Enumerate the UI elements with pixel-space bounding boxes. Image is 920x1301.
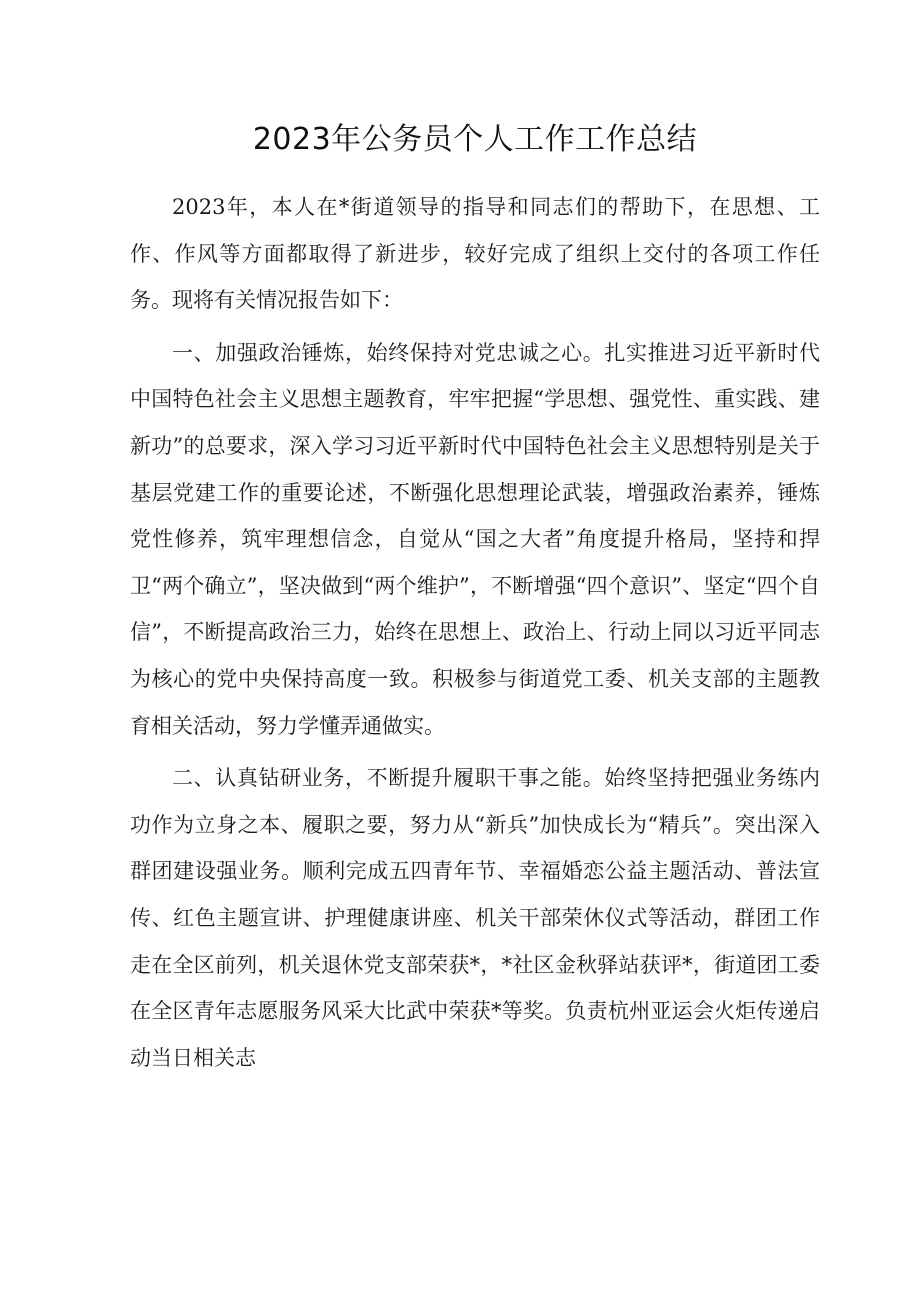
paragraph-section-2: 二、认真钻研业务，不断提升履职干事之能。始终坚持把强业务练内功作为立身之本、履职之要，努力从“新兵”加快成长为“精兵”。突出深入群团建设强业务。顺利完成五四青年节、幸福婚恋公益主题活动、普法宣传、红色主题宣讲、护理健康讲座、机关干部荣休仪式等活动，群团工作走在全区前列，机关退休党支部荣获*，*社区金秋驿站获评*，街道团工委在全区青年志愿服务风采大比武中荣获*等奖。负责杭州亚运会火炬传递启动当日相关志: [130, 766, 820, 1070]
paragraph-intro: 2023年，本人在*街道领导的指导和同志们的帮助下，在思想、工作、作风等方面都取得了新进步，较好完成了组织上交付的各项工作任务。现将有关情况报告如下：: [130, 195, 820, 313]
document-title: 2023年公务员个人工作工作总结: [252, 122, 698, 157]
paragraph-section-1: 一、加强政治锤炼，始终保持对党忠诚之心。扎实推进习近平新时代中国特色社会主义思想主题教育，牢牢把握“学思想、强党性、重实践、建新功”的总要求，深入学习习近平新时代中国特色社会主义思想特别是关于基层党建工作的重要论述，不断强化思想理论武装，增强政治素养，锤炼党性修养，筑牢理想信念，自觉从“国之大者”角度提升格局，坚持和捍卫“两个确立”，坚决做到“两个维护”，不断增强“四个意识”、坚定“四个自信”，不断提高政治三力，始终在思想上、政治上、行动上同以习近平同志为核心的党中央保持高度一致。积极参与街道党工委、机关支部的主题教育相关活动，努力学懂弄通做实。: [130, 340, 820, 738]
